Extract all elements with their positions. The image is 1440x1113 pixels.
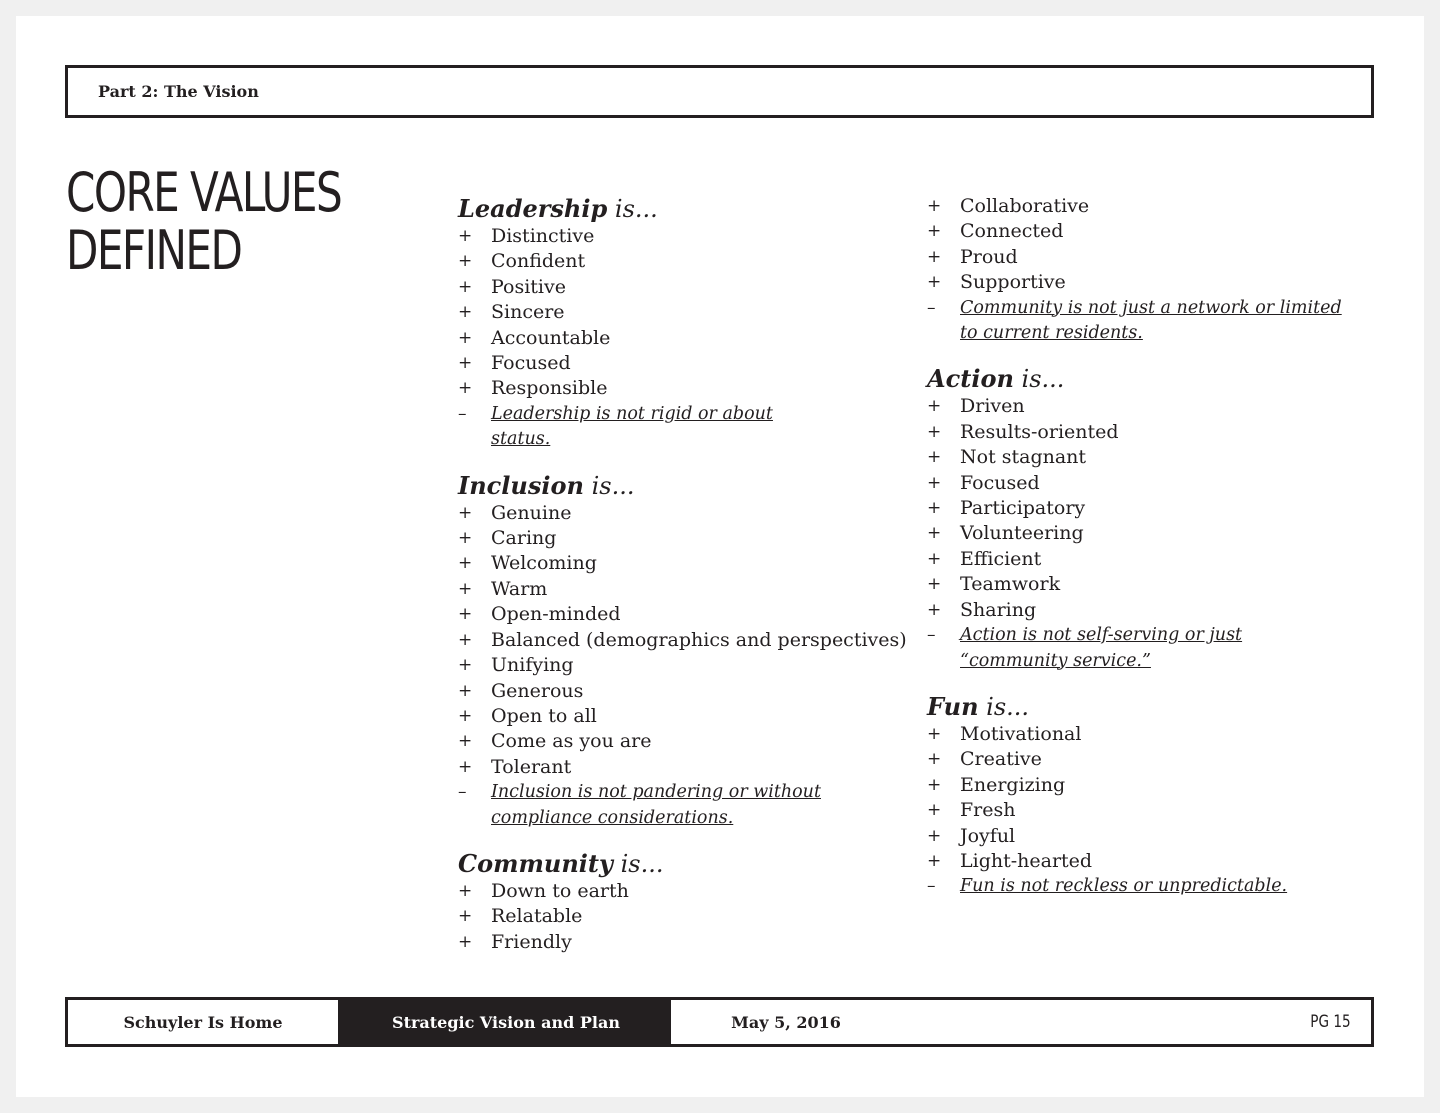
- value-group-action: [927, 364, 1367, 673]
- plus-icon: +: [458, 327, 473, 348]
- plus-icon: +: [927, 447, 942, 468]
- value-group-inclusion: [458, 471, 908, 831]
- value-item: [458, 930, 908, 955]
- value-item: [927, 547, 1367, 572]
- value-item: [458, 577, 908, 602]
- plus-icon: +: [927, 850, 942, 871]
- value-group-leadership: [458, 194, 908, 453]
- value-item: [927, 245, 1367, 270]
- plus-icon: +: [458, 906, 473, 927]
- value-negation: [458, 780, 908, 831]
- value-item-text: Accountable: [491, 326, 611, 349]
- value-heading: [458, 194, 908, 224]
- page-number: PG 15: [1309, 1012, 1351, 1032]
- value-item-text: Responsible: [491, 377, 608, 400]
- title-line-2: DEFINED: [66, 219, 242, 282]
- value-item: [927, 572, 1367, 597]
- plus-icon: +: [927, 396, 942, 417]
- plus-icon: +: [927, 749, 942, 770]
- value-item-text: Friendly: [491, 930, 572, 953]
- footer-bar: [65, 997, 1374, 1047]
- value-item-text: Come as you are: [491, 730, 652, 753]
- value-negation-text: Leadership is not rigid or about status.: [491, 403, 773, 450]
- plus-icon: +: [927, 421, 942, 442]
- plus-icon: +: [458, 251, 473, 272]
- value-item: [458, 526, 908, 551]
- value-item: [927, 471, 1367, 496]
- value-heading: [927, 692, 1367, 722]
- value-name: Action: [927, 364, 1014, 394]
- value-heading: [927, 364, 1367, 394]
- value-negation: [927, 874, 1367, 899]
- value-suffix: is...: [591, 471, 635, 500]
- value-item: [927, 521, 1367, 546]
- plus-icon: +: [927, 723, 942, 744]
- value-item: [458, 729, 908, 754]
- plus-icon: +: [927, 523, 942, 544]
- value-suffix: is...: [1021, 365, 1065, 394]
- value-negation-text: Inclusion is not pandering or without compliance considerations.: [491, 782, 821, 828]
- value-item-text: Down to earth: [491, 879, 629, 902]
- plus-icon: +: [927, 472, 942, 493]
- values-column-right: [927, 194, 1367, 918]
- value-item: [458, 551, 908, 576]
- plus-icon: +: [458, 353, 473, 374]
- value-item: [927, 394, 1367, 419]
- plus-icon: +: [458, 705, 473, 726]
- value-item-text: Distinctive: [491, 225, 595, 247]
- plus-icon: +: [927, 825, 942, 846]
- value-item-text: Fresh: [960, 799, 1016, 822]
- value-item-text: Connected: [960, 220, 1064, 243]
- value-suffix: is...: [986, 692, 1030, 721]
- value-item: [927, 270, 1367, 295]
- plus-icon: +: [458, 528, 473, 549]
- value-item-text: Volunteering: [960, 522, 1084, 545]
- value-item: [458, 249, 908, 274]
- minus-icon: –: [458, 782, 467, 803]
- plus-icon: +: [458, 578, 473, 599]
- value-item-text: Confident: [491, 250, 586, 273]
- value-item: [458, 602, 908, 627]
- plus-icon: +: [458, 880, 473, 901]
- value-item-text: Tolerant: [491, 755, 572, 778]
- value-item: [927, 219, 1367, 244]
- value-item: [927, 194, 1367, 219]
- plus-icon: +: [927, 800, 942, 821]
- value-item-text: Positive: [491, 275, 566, 298]
- value-item-text: Open to all: [491, 704, 597, 727]
- value-suffix: is...: [614, 195, 658, 223]
- plus-icon: +: [458, 553, 473, 574]
- value-group-fun: [927, 692, 1367, 900]
- value-item: [927, 420, 1367, 445]
- value-item: [458, 376, 908, 401]
- plus-icon: +: [927, 272, 942, 293]
- value-negation: [927, 296, 1367, 347]
- value-item-text: Motivational: [960, 722, 1082, 745]
- value-item: [458, 879, 908, 904]
- plus-icon: +: [458, 502, 473, 523]
- value-item: [458, 755, 908, 780]
- plus-icon: +: [458, 378, 473, 399]
- value-item-text: Sincere: [491, 301, 565, 324]
- value-item-text: Not stagnant: [960, 446, 1087, 469]
- value-item: [927, 849, 1367, 874]
- value-heading: [458, 849, 908, 879]
- value-item-text: Light-hearted: [960, 849, 1093, 872]
- footer-date: May 5, 2016: [731, 1012, 841, 1032]
- value-negation-text: Action is not self-serving or just “community service.”: [960, 625, 1243, 671]
- value-item: [458, 904, 908, 929]
- value-negation-text: Community is not just a network or limited to current residents.: [960, 297, 1342, 344]
- value-item: [927, 773, 1367, 798]
- plus-icon: +: [458, 655, 473, 676]
- value-item-text: Focused: [960, 471, 1040, 494]
- plus-icon: +: [458, 756, 473, 777]
- plus-icon: +: [927, 574, 942, 595]
- plus-icon: +: [458, 226, 473, 246]
- value-item: [458, 224, 908, 249]
- value-item-text: Creative: [960, 748, 1042, 771]
- value-item: [458, 326, 908, 351]
- value-item: [458, 300, 908, 325]
- value-item: [927, 747, 1367, 772]
- document-page: [16, 16, 1424, 1097]
- value-item-text: Proud: [960, 245, 1018, 268]
- value-item: [458, 653, 908, 678]
- value-item-text: Focused: [491, 352, 571, 375]
- value-item: [927, 445, 1367, 470]
- minus-icon: –: [458, 403, 467, 424]
- plus-icon: +: [458, 302, 473, 323]
- minus-icon: –: [927, 625, 936, 646]
- plus-icon: +: [927, 246, 942, 267]
- plus-icon: +: [927, 774, 942, 795]
- plus-icon: +: [927, 599, 942, 620]
- value-item: [458, 628, 908, 653]
- plus-icon: +: [458, 680, 473, 701]
- value-item: [927, 722, 1367, 747]
- plus-icon: +: [458, 731, 473, 752]
- plus-icon: +: [458, 276, 473, 297]
- minus-icon: –: [927, 876, 936, 897]
- value-item-text: Energizing: [960, 773, 1066, 796]
- plus-icon: +: [927, 196, 942, 216]
- value-item-text: Joyful: [960, 824, 1016, 847]
- value-item: [458, 704, 908, 729]
- value-item-text: Driven: [960, 395, 1025, 418]
- plus-icon: +: [927, 548, 942, 569]
- value-suffix: is...: [620, 849, 664, 878]
- value-name: Community: [458, 848, 613, 878]
- plus-icon: +: [927, 221, 942, 242]
- value-group-community: [458, 849, 908, 955]
- value-item: [927, 824, 1367, 849]
- value-item-text: Warm: [491, 577, 548, 600]
- footer-document-name: Schuyler Is Home: [68, 1000, 341, 1044]
- value-item: [458, 351, 908, 376]
- value-item-text: Generous: [491, 679, 584, 702]
- value-item-text: Supportive: [960, 271, 1066, 294]
- value-item-text: Efficient: [960, 547, 1042, 570]
- value-item: [458, 501, 908, 526]
- minus-icon: –: [927, 297, 936, 318]
- value-item-text: Relatable: [491, 905, 583, 928]
- value-negation: [927, 623, 1367, 674]
- title-line-1: CORE VALUES: [66, 161, 342, 224]
- value-item-text: Sharing: [960, 598, 1037, 621]
- value-heading: [458, 471, 908, 501]
- value-item-text: Teamwork: [960, 573, 1061, 596]
- value-item-text: Open-minded: [491, 603, 621, 626]
- value-item-text: Welcoming: [491, 552, 597, 575]
- value-item-text: Results-oriented: [960, 420, 1119, 443]
- value-item-text: Caring: [491, 527, 557, 550]
- value-negation-text: Fun is not reckless or unpredictable.: [960, 876, 1288, 897]
- value-item: [458, 679, 908, 704]
- page-title: [66, 161, 342, 282]
- value-item-text: Collaborative: [960, 195, 1090, 217]
- plus-icon: +: [927, 498, 942, 519]
- plus-icon: +: [458, 931, 473, 952]
- value-negation: [458, 402, 908, 453]
- footer-plan-title: Strategic Vision and Plan: [341, 1000, 671, 1044]
- value-name: Leadership: [458, 194, 608, 223]
- plus-icon: +: [458, 604, 473, 625]
- value-item-text: Genuine: [491, 501, 572, 524]
- value-item-text: Balanced (demographics and perspectives): [491, 628, 907, 651]
- value-item: [458, 275, 908, 300]
- value-name: Fun: [927, 691, 979, 721]
- value-item-text: Participatory: [960, 497, 1086, 520]
- value-item-text: Unifying: [491, 654, 574, 677]
- value-item: [927, 496, 1367, 521]
- section-label: Part 2: The Vision: [98, 82, 259, 101]
- value-item: [927, 798, 1367, 823]
- plus-icon: +: [458, 629, 473, 650]
- values-column-left: [458, 194, 908, 973]
- value-item: [927, 598, 1367, 623]
- value-group-community-continued: [927, 194, 1367, 346]
- value-name: Inclusion: [458, 470, 584, 500]
- header-bar: [65, 65, 1374, 118]
